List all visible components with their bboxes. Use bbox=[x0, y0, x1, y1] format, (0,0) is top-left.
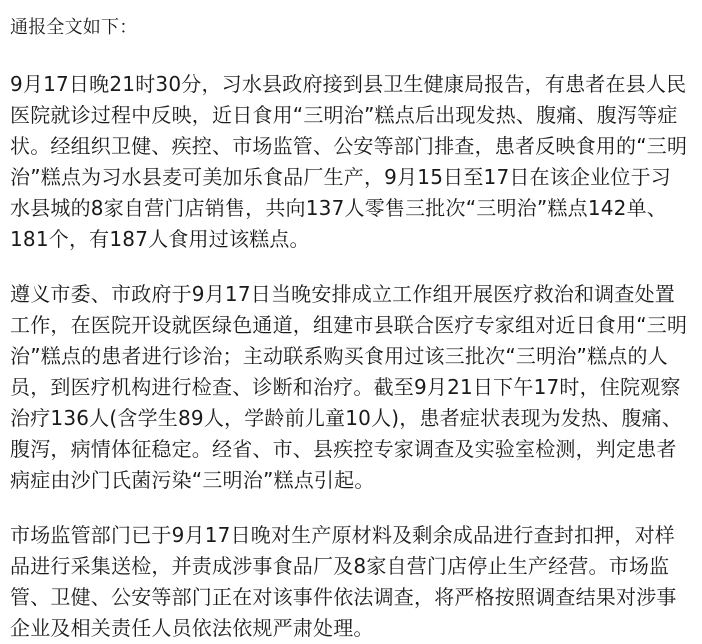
paragraph-regulation: 市场监管部门已于9月17日晚对生产原材料及剩余成品进行查封扣押，对样品进行采集送检，并责成涉事食品厂及8家自营门店停止生产经营。市场监管、卫健、公安等部门正在对该事件依法调查，将严格按照调查结果对涉事企业及相关责任人员依法依规严肃处理。 bbox=[10, 523, 677, 640]
paragraph-report: 9月17日晚21时30分，习水县政府接到县卫生健康局报告，有患者在县人民医院就诊过程中反映，近日食用“三明治”糕点后出现发热、腹痛、腹泻等症状。经组织卫健、疾控、市场监管、公安等部门排查，患者反映食用的“三明治”糕点为习水县麦可美加乐食品厂生产，9月15日至17日在该企业位于习水县城的8家自营门店销售，共向137人零售三批次“三明治”糕点142单、181个，有187人食用过该糕点。 bbox=[10, 72, 688, 251]
intro-line: 通报全文如下： bbox=[10, 17, 138, 38]
paragraph-response: 遵义市委、市政府于9月17日当晚安排成立工作组开展医疗救治和调查处置工作，在医院开设就医绿色通道，组建市县联合医疗专家组对近日食用“三明治”糕点的患者进行诊治；主动联系购买食用过该三批次“三明治”糕点的人员，到医疗机构进行检查、诊断和治疗。截至9月21日下午17时，住院观察治疗136人(含学生89人，学龄前儿童10人)，患者症状表现为发热、腹痛、腹泻，病情体征稳定。经省、市、县疾控专家调查及实验室检测，判定患者病症由沙门氏菌污染“三明治”糕点引起。 bbox=[10, 282, 688, 492]
